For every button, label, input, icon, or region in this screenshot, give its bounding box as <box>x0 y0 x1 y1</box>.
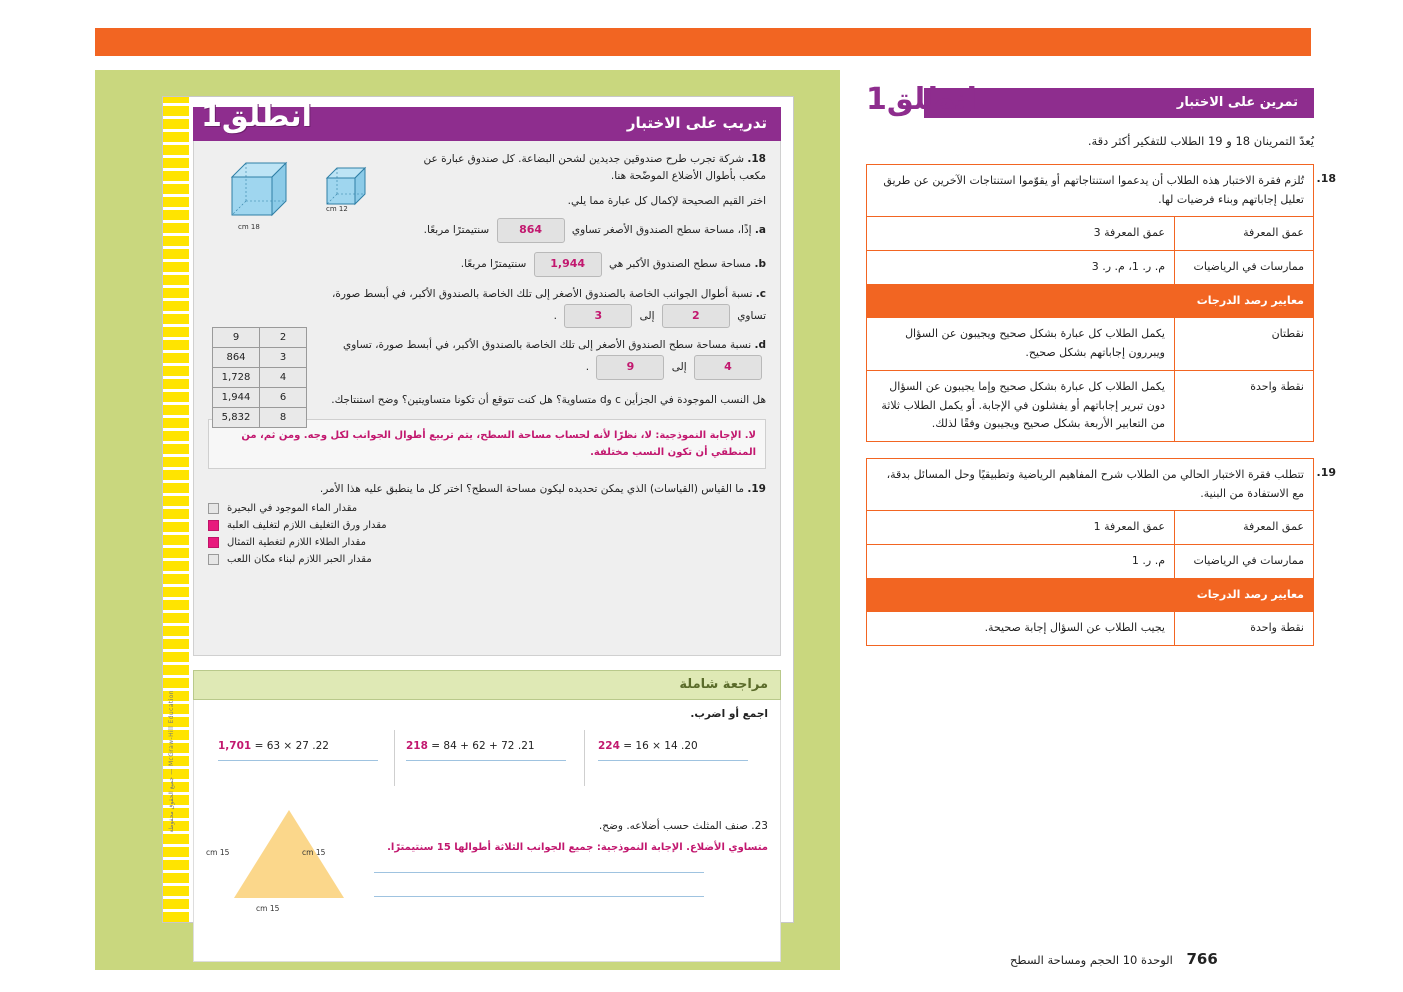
answer-box[interactable]: 864 <box>497 218 565 243</box>
triangle-figure <box>234 810 344 898</box>
problem-answer: 224 <box>598 740 620 752</box>
item-pre-text: إذًا، مساحة سطح الصندوق الأصغر تساوي <box>571 224 752 237</box>
page-number: 766 <box>1186 950 1218 968</box>
problem-expression: 14 × 16 = <box>623 740 678 752</box>
answer-box-2[interactable]: 3 <box>564 304 632 329</box>
checkbox-icon[interactable] <box>208 503 219 514</box>
choice-label: مقدار الطلاء اللازم لتغطية التمثال <box>227 537 366 549</box>
small-cube-label: 12 cm <box>326 205 348 213</box>
ratio-cell: 9 <box>213 328 260 348</box>
teacher-block-19-table <box>866 458 1314 646</box>
table-row <box>213 408 307 428</box>
question-18-number: 18. <box>747 153 766 165</box>
question-19-text <box>208 481 766 498</box>
table-row <box>867 370 1314 441</box>
question-23-text <box>599 820 768 832</box>
item-post-text: . <box>585 361 590 374</box>
question-23-body: صنف المثلث حسب أضلاعه. وضح. <box>598 820 748 832</box>
table-row <box>213 348 307 368</box>
teacher-block-18-index: 18. <box>1316 172 1336 185</box>
review-problem-20 <box>598 740 698 752</box>
exercise-content-box <box>193 141 781 656</box>
ratio-cell: 3 <box>260 348 307 368</box>
row-key: ممارسات في الرياضيات <box>1175 251 1314 285</box>
answer-box[interactable]: 4 <box>694 355 762 380</box>
triangle-label-bottom: 15 cm <box>256 904 280 913</box>
item-pre-text: نسبة أطوال الجوانب الخاصة بالصندوق الأصغر إلى تلك الخاصة بالصندوق الأكبر، في أبسط صورة، تساوي <box>332 287 766 322</box>
table-row <box>867 458 1314 510</box>
triangle-label-right: 15 cm <box>302 848 326 857</box>
table-row <box>867 165 1314 217</box>
table-row <box>867 578 1314 612</box>
item-post-text: سنتيمترًا مربعًا. <box>423 224 490 237</box>
teacher-block-19-index: 19. <box>1316 465 1336 479</box>
question-23-answer: متساوي الأضلاع. الإجابة النموذجية: جميع الجوانب الثلاثة أطوالها 15 سنتيمترًا. <box>387 842 768 853</box>
answer-box[interactable]: 2 <box>662 304 730 329</box>
teacher-block-19-intro: تتطلب فقرة الاختبار الحالي من الطلاب شرح المفاهيم الرياضية وتطبيقيًا وحل المسائل بدقة، مع الاستفادة من البنية. <box>867 458 1314 510</box>
answer-box[interactable]: 1,944 <box>534 252 602 277</box>
table-row <box>867 251 1314 285</box>
review-section-body <box>193 700 781 962</box>
choice-label: مقدار الحبر اللازم لبناء مكان اللعب <box>227 554 372 566</box>
student-page-content <box>193 99 781 913</box>
item-mid-text: إلى <box>639 309 655 322</box>
question-18-item-b <box>208 252 766 277</box>
problem-answer: 218 <box>406 740 428 752</box>
ratio-cell: 5,832 <box>213 408 260 428</box>
choice-option-3[interactable] <box>208 537 766 548</box>
question-18-item-c <box>208 286 766 329</box>
row-value: عمق المعرفة 3 <box>867 217 1175 251</box>
ratio-cell: 1,944 <box>213 388 260 408</box>
item-post-text: سنتيمترًا مربعًا. <box>460 258 527 271</box>
review-section-header <box>193 670 781 700</box>
item-mid-text: إلى <box>671 361 687 374</box>
row-key: ممارسات في الرياضيات <box>1175 544 1314 578</box>
item-label: a. <box>754 224 766 237</box>
teacher-section-header <box>866 82 1314 122</box>
row-key: عمق المعرفة <box>1175 217 1314 251</box>
review-subtitle: اجمع أو اضرب. <box>690 708 768 720</box>
teacher-block-18-table <box>866 164 1314 442</box>
item-label: c. <box>755 287 766 300</box>
item-label: d. <box>754 339 766 352</box>
table-row <box>867 217 1314 251</box>
teacher-header-bar <box>924 88 1314 118</box>
ratio-reference-table <box>212 327 307 428</box>
review-problem-row <box>206 730 768 786</box>
question-18-instruction: اختر القيم الصحيحة لإكمال كل عبارة مما يلي. <box>567 194 766 207</box>
question-23-number: 23. <box>751 820 768 832</box>
ratio-cell: 864 <box>213 348 260 368</box>
answer-box-2[interactable]: 9 <box>596 355 664 380</box>
model-answer-note: لا. الإجابة النموذجية: لا، نظرًا لأنه لحساب مساحة السطح، يتم تربيع أطوال الجوانب لكل وجه. ومن ثم، من المنطقي أن تكون النسب مختلفة. <box>208 419 766 469</box>
row-value: م. ر. 1، م. ر. 3 <box>867 251 1175 285</box>
checkbox-icon[interactable] <box>208 554 219 565</box>
student-page-title: تدريب على الاختبار <box>626 114 767 132</box>
large-cube-label: 18 cm <box>238 223 260 231</box>
copyright-credit: McGraw-Hill Education — جميع الحقوق محفوظة <box>168 690 175 833</box>
question-18-followup: هل النسب الموجودة في الجزأين c وd متساوية؟ هل كنت تتوقع أن تكونا متساويتين؟ وضح استنتاجك. <box>331 393 766 406</box>
rubric-key: نقطة واحدة <box>1175 370 1314 441</box>
question-19-body: ما القياس (القياسات) الذي يمكن تحديده ليكون مساحة السطح؟ اختر كل ما ينطبق عليه هذا الأمر. <box>319 482 745 495</box>
review-title: مراجعة شاملة <box>679 677 768 692</box>
teacher-block-18 <box>866 164 1336 442</box>
item-label: b. <box>754 258 766 271</box>
ratio-cell: 8 <box>260 408 307 428</box>
row-key: عمق المعرفة <box>1175 511 1314 545</box>
rubric-value: يكمل الطلاب كل عبارة بشكل صحيح وإما يجيبون عن السؤال دون تبرير إجاباتهم أو يفشلون في الإجابة. أو يكمل الطلاب ثلاثة من التعابير الأربعة بشكل صحيح ويجيبون وفقًا لذلك. <box>867 370 1175 441</box>
rubric-header: معايير رصد الدرجات <box>867 284 1314 318</box>
item-post-text: . <box>553 309 557 322</box>
item-pre-text: نسبة مساحة سطح الصندوق الأصغر إلى تلك الخاصة بالصندوق الأكبر، في أبسط صورة، تساوي <box>342 339 752 352</box>
teacher-block-18-intro: تُلزم فقرة الاختبار هذه الطلاب أن يدعموا استنتاجاتهم أو يقوّموا استنتاجات الآخرين عن طريق تعليل إجاباتهم وبناء فرضيات لها. <box>867 165 1314 217</box>
rubric-value: يكمل الطلاب كل عبارة بشكل صحيح ويجيبون عن السؤال ويبررون إجاباتهم بشكل صحيح. <box>867 318 1175 370</box>
large-cube-figure <box>228 159 294 219</box>
choice-label: مقدار الماء الموجود في البحيرة <box>227 503 358 515</box>
choice-option-1[interactable] <box>208 503 766 514</box>
teacher-intro-note: يُعدّ التمرينان 18 و 19 الطلاب للتفكير أكثر دقة. <box>1087 134 1314 148</box>
teacher-notes-column <box>866 82 1336 646</box>
table-row <box>867 511 1314 545</box>
teacher-block-19 <box>866 458 1336 646</box>
triangle-label-left: 15 cm <box>206 848 230 857</box>
rubric-value: يجيب الطلاب عن السؤال إجابة صحيحة. <box>867 612 1175 646</box>
footer-content <box>1010 950 1218 968</box>
student-page-header <box>193 99 781 141</box>
ratio-cell: 2 <box>260 328 307 348</box>
choice-option-4[interactable] <box>208 554 766 565</box>
table-row <box>867 318 1314 370</box>
brand-logo-label: انطلق1 <box>201 99 312 134</box>
problem-number: 22. <box>312 740 329 752</box>
ratio-cell: 1,728 <box>213 368 260 388</box>
item-pre-text: مساحة سطح الصندوق الأكبر هي <box>609 258 752 271</box>
brand-logo-label-teacher: انطلق1 <box>866 82 977 117</box>
ratio-cell: 6 <box>260 388 307 408</box>
problem-expression: 72 + 62 + 84 = <box>431 740 515 752</box>
rubric-key: نقطة واحدة <box>1175 612 1314 646</box>
table-row <box>867 544 1314 578</box>
table-row <box>213 388 307 408</box>
problem-expression: 27 × 63 = <box>254 740 309 752</box>
table-row <box>867 612 1314 646</box>
choice-label: مقدار ورق التغليف اللازم لتغليف العلبة <box>227 520 387 532</box>
rubric-header: معايير رصد الدرجات <box>867 578 1314 612</box>
problem-answer: 1,701 <box>218 740 252 752</box>
question-18-body: شركة تجرب طرح صندوقين جديدين لشحن البضاعة. كل صندوق عبارة عن مكعب بأطوال الأضلاع الموضّحة هنا. <box>423 153 766 182</box>
table-row <box>213 328 307 348</box>
problem-number: 21. <box>517 740 535 752</box>
student-page-reproduction <box>162 96 794 923</box>
choice-option-2[interactable] <box>208 520 766 531</box>
problem-number: 20. <box>680 740 698 752</box>
row-value: عمق المعرفة 1 <box>867 511 1175 545</box>
rubric-key: نقطتان <box>1175 318 1314 370</box>
table-row <box>867 284 1314 318</box>
table-row <box>213 368 307 388</box>
review-problem-21 <box>406 740 535 752</box>
small-cube-figure <box>324 165 370 207</box>
ratio-cell: 4 <box>260 368 307 388</box>
question-18-item-a <box>208 218 766 243</box>
footer-text: الوحدة 10 الحجم ومساحة السطح <box>1010 953 1173 967</box>
top-orange-bar <box>95 28 1311 56</box>
teacher-header-title: تمرين على الاختبار <box>1176 95 1298 110</box>
checkbox-icon-checked[interactable] <box>208 520 219 531</box>
checkbox-icon-checked[interactable] <box>208 537 219 548</box>
review-problem-22 <box>218 740 329 752</box>
question-19-number: 19. <box>747 482 766 495</box>
row-value: م. ر. 1 <box>867 544 1175 578</box>
